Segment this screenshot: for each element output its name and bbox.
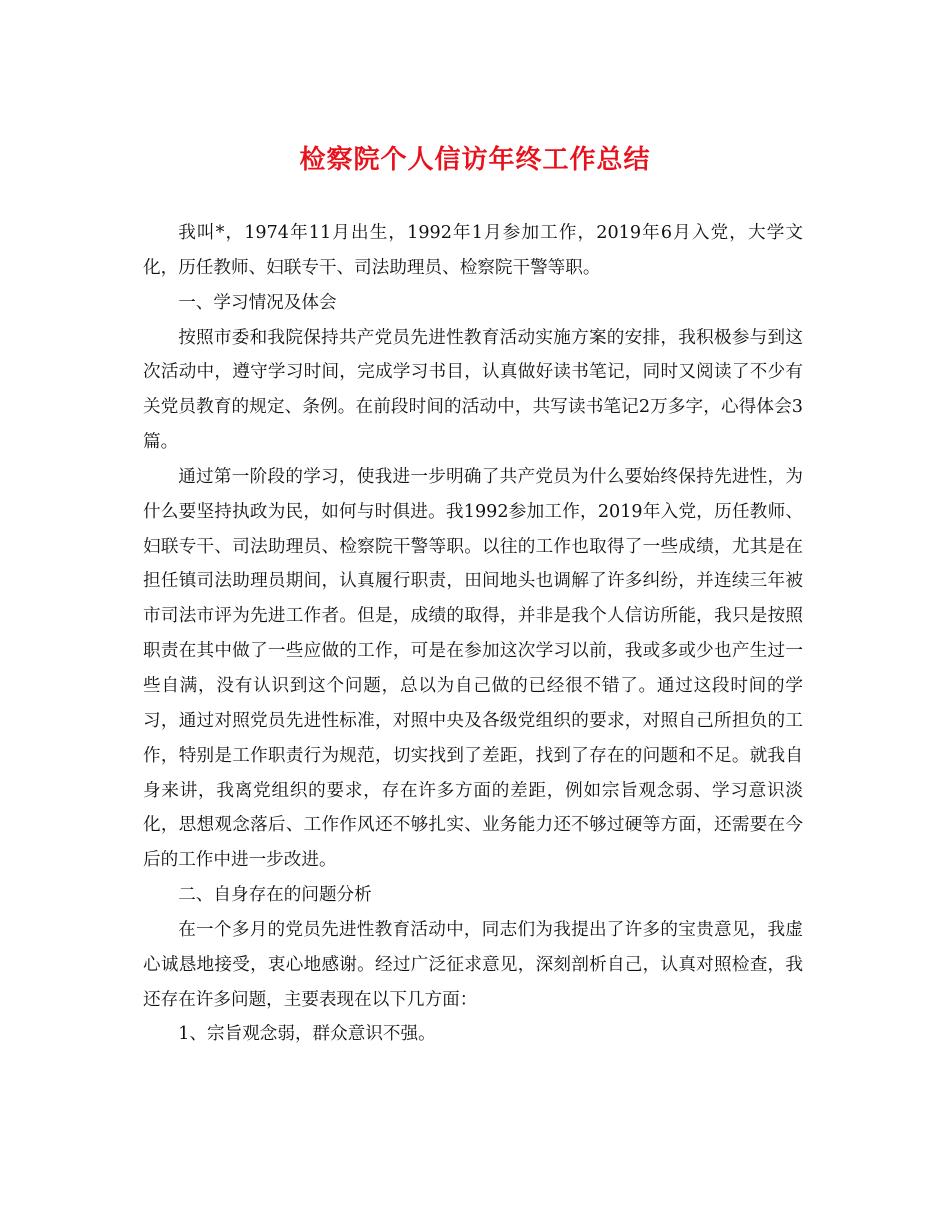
section-heading-study: 一、学习情况及体会 (178, 292, 337, 313)
paragraph-intro: 我叫*，1974年11月出生，1992年1月参加工作，2019年6月入党，大学文化，历任教师、妇联专干、司法助理员、检察院干警等职。 (143, 223, 803, 278)
document-title: 检察院个人信访年终工作总结 (299, 145, 651, 175)
paragraph-study-reflection: 通过第一阶段的学习，使我进一步明确了共产党员为什么要始终保持先进性，为什么要坚持执政为民，如何与时俱进。我1992参加工作，2019年入党，历任教师、妇联专干、司法助理员、检察院干警等职。以往的工作也取得了一些成绩，尤其是在担任镇司法助理员期间，认真履行职责，田间地头也调解了许多纠纷，并连续三年被市司法市评为先进工作者。但是，成绩的取得，并非是我个人信访所能，我只是按照职责在其中做了一些应做的工作，可是在参加这次学习以前，我或多或少也产生过一些自满，没有认识到这个问题，总以为自己做的已经很不错了。通过这段时间的学习，通过对照党员先进性标准，对照中央及各级党组织的要求，对照自己所担负的工作，特别是工作职责行为规范，切实找到了差距，找到了存在的问题和不足。就我自身来讲，我离党组织的要求，存在许多方面的差距，例如宗旨观念弱、学习意识淡化，思想观念落后、工作作风还不够扎实、业务能力还不够过硬等方面，还需要在今后的工作中进一步改进。 (143, 466, 803, 871)
list-item-problem-1: 1、宗旨观念弱，群众意识不强。 (178, 1024, 436, 1045)
paragraph-problems-intro: 在一个多月的党员先进性教育活动中，同志们为我提出了许多的宝贵意见，我虚心诚恳地接受，衷心地感谢。经过广泛征求意见，深刻剖析自己，认真对照检查，我还存在许多问题，主要表现在以下几方面： (143, 919, 803, 1010)
section-heading-problems: 二、自身存在的问题分析 (178, 885, 372, 906)
document-body (143, 216, 803, 1052)
paragraph-study-plan: 按照市委和我院保持共产党员先进性教育活动实施方案的安排，我积极参与到这次活动中，遵守学习时间，完成学习书目，认真做好读书笔记，同时又阅读了不少有关党员教育的规定、条例。在前段时间的活动中，共写读书笔记2万多字，心得体会3篇。 (143, 327, 803, 453)
